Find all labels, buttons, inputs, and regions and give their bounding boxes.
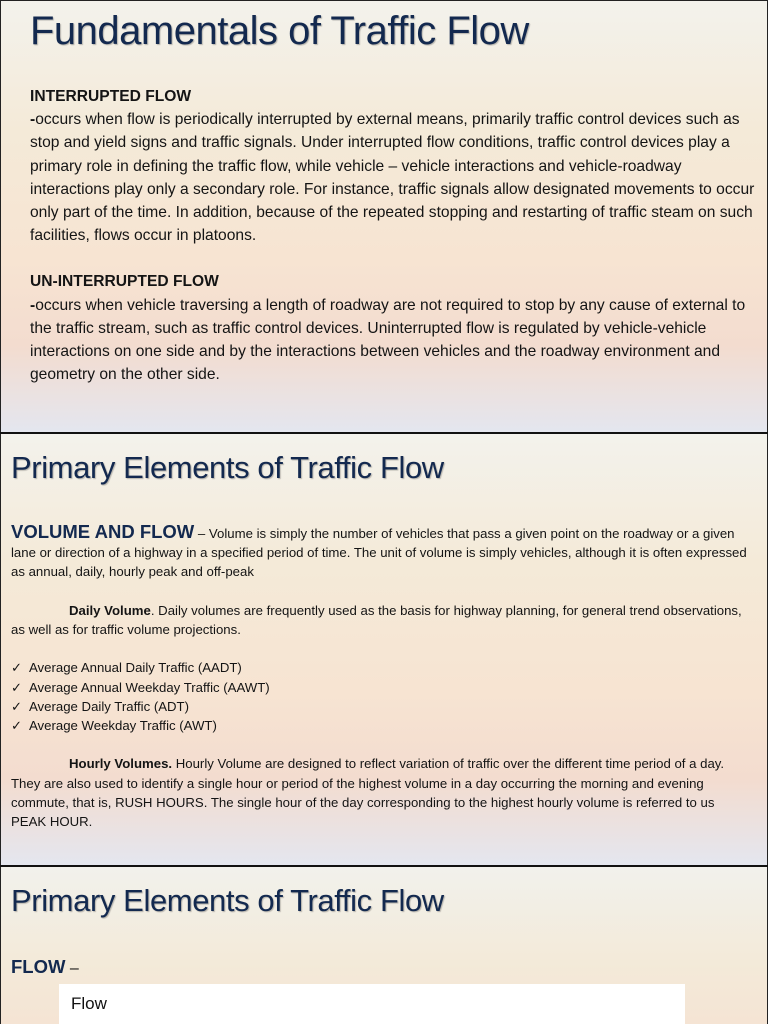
traffic-measures-list xyxy=(11,658,751,735)
flow-definition-box xyxy=(59,984,685,1024)
checkmark-icon: ✓ xyxy=(11,679,23,695)
list-item-label: Average Daily Traffic (ADT) xyxy=(29,698,190,714)
checkmark-icon: ✓ xyxy=(11,718,23,734)
volume-and-flow-heading: VOLUME AND FLOW xyxy=(11,521,195,542)
slide-fundamentals xyxy=(0,0,768,432)
volume-paragraph xyxy=(11,522,751,582)
slide-body xyxy=(30,85,755,386)
slide-title: Fundamentals of Traffic Flow xyxy=(30,9,529,53)
flow-heading: FLOW xyxy=(11,956,66,977)
daily-volume-heading: Daily Volume xyxy=(69,602,151,618)
lead-dash: - xyxy=(30,111,36,129)
slide-primary-elements-volume xyxy=(0,434,768,865)
uninterrupted-flow-description: occurs when vehicle traversing a length of roadway are not required to stop by any cause of external to the traffic stream, such as traffic control devices. Uninterrupted flow is regulated by vehicle-vehicle interactions on one side and by the interactions between vehicles and the roadway environment and geometry on the other side. xyxy=(30,296,746,384)
hourly-volume-paragraph xyxy=(11,754,751,831)
interrupted-flow-description: occurs when flow is periodically interrupted by external means, primarily traffic control devices such as stop and yield signs and traffic signals. Under interrupted flow conditions, traffic control devices play a primary role in defining the traffic flow, while vehicle – vehicle interactions and vehicle-roadway interactions play only a secondary role. For instance, traffic signals allow designated movements to occur only part of the time. In addition, because of the repeated stopping and restarting of traffic steam on such facilities, flows occur in platoons. xyxy=(30,111,755,245)
list-item xyxy=(11,697,751,716)
list-item xyxy=(11,658,751,677)
checkmark-icon: ✓ xyxy=(11,698,23,714)
interrupted-flow-heading: INTERRUPTED FLOW xyxy=(30,88,192,105)
lead-dash: - xyxy=(30,296,36,314)
flow-heading-row xyxy=(11,956,79,978)
hourly-volume-text: Hourly Volume are designed to reflect variation of traffic over the different time period of a day. They are also used to identify a single hour or period of the highest volume in a day occurring the morning and evening commute, that is, RUSH HOURS. The single hour of the day corresponding to the highest hourly volume is referred to us PEAK HOUR. xyxy=(11,756,725,830)
volume-text: – Volume is simply the number of vehicles that pass a given point on the roadway or a given lane or direction of a highway in a specified period of time. The unit of volume is simply vehicles, although it is often expressed as annual, daily, hourly peak and off-peak xyxy=(11,526,747,580)
daily-volume-text: . Daily volumes are frequently used as the basis for highway planning, for general trend observations, as well as for traffic volume projections. xyxy=(11,602,742,638)
slide-primary-elements-flow xyxy=(0,867,768,1024)
list-item-label: Average Weekday Traffic (AWT) xyxy=(29,718,217,734)
daily-volume-paragraph xyxy=(11,601,751,639)
list-item xyxy=(11,716,751,735)
flow-dash: – xyxy=(65,960,79,977)
flow-box-text: Flow xyxy=(71,994,107,1013)
list-item-label: Average Annual Weekday Traffic (AAWT) xyxy=(29,679,270,695)
slide-title: Primary Elements of Traffic Flow xyxy=(11,883,444,918)
slide-title: Primary Elements of Traffic Flow xyxy=(11,450,444,485)
uninterrupted-flow-heading: UN-INTERRUPTED FLOW xyxy=(30,273,219,291)
list-item-label: Average Annual Daily Traffic (AADT) xyxy=(29,660,242,676)
slide-body xyxy=(11,522,751,831)
uninterrupted-flow-text xyxy=(30,294,755,387)
interrupted-flow-text xyxy=(30,108,755,247)
list-item xyxy=(11,678,751,697)
hourly-volume-heading: Hourly Volumes. xyxy=(69,756,173,772)
checkmark-icon: ✓ xyxy=(11,660,23,676)
